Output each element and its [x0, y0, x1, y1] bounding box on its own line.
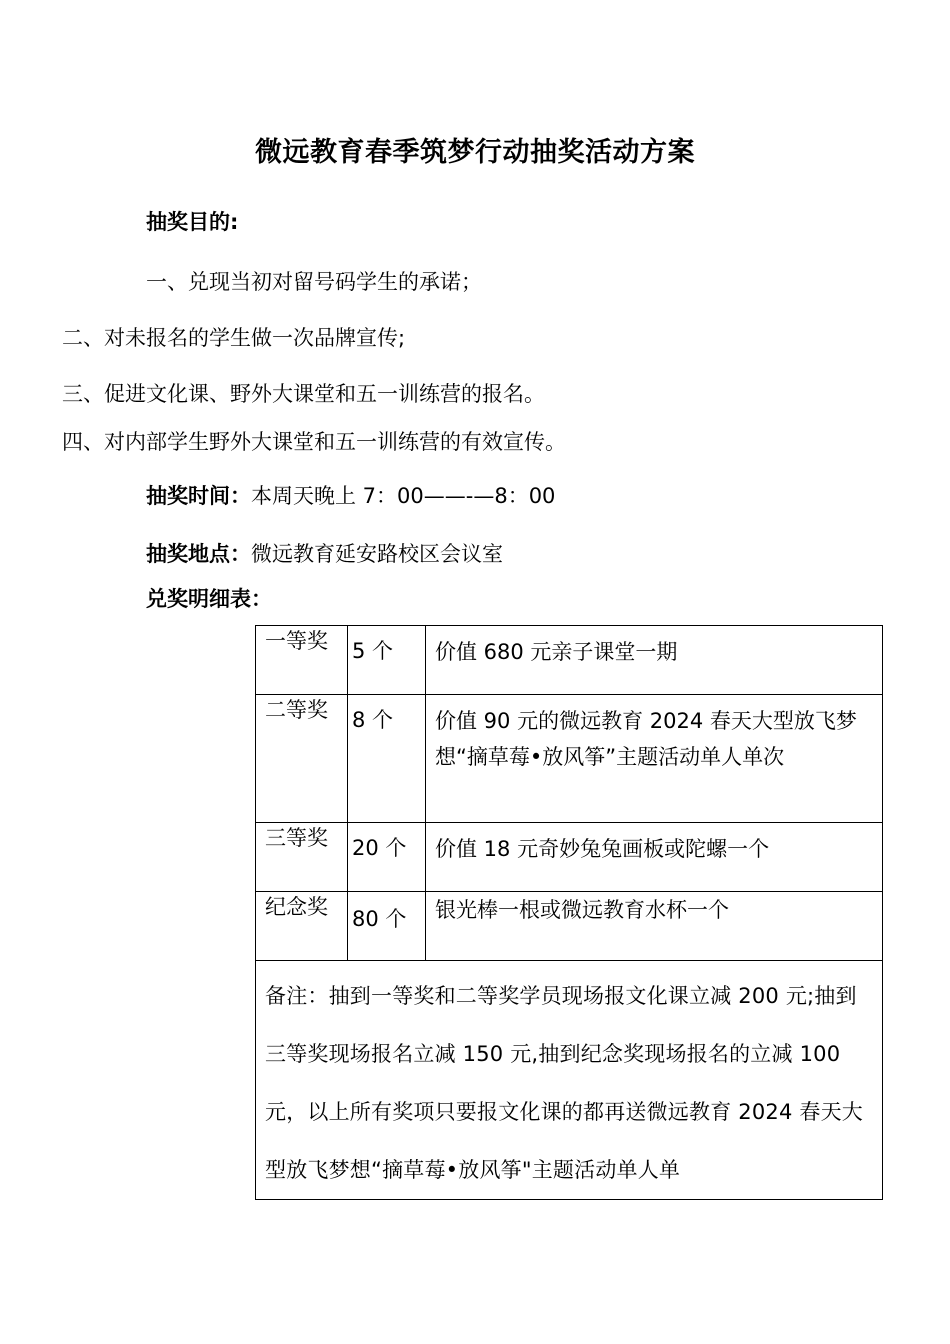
prize-desc: 银光棒一根或微远教育水杯一个 — [435, 898, 729, 922]
place-value: 微远教育延安路校区会议室 — [251, 542, 503, 566]
prize-count: 20 个 — [352, 836, 407, 860]
prize-table-heading: 兑奖明细表： — [146, 587, 272, 611]
prize-name: 一等奖 — [265, 629, 328, 653]
purpose-item-2: 二、对未报名的学生做一次品牌宣传; — [62, 326, 406, 350]
prize-name: 纪念奖 — [265, 895, 328, 919]
place-line — [146, 538, 503, 568]
time-line — [146, 480, 555, 510]
prize-name: 三等奖 — [265, 826, 328, 850]
prize-desc: 价值 680 元亲子课堂一期 — [435, 640, 678, 664]
prize-count: 5 个 — [352, 639, 394, 663]
place-label: 抽奖地点： — [146, 542, 251, 566]
prize-desc: 价值 90 元的微远教育 2024 春天大型放飞梦想“摘草莓•放风筝”主题活动单人单次 — [435, 709, 857, 769]
prize-count: 80 个 — [352, 907, 407, 931]
prize-table — [255, 625, 883, 1200]
table-row — [256, 823, 883, 892]
purpose-heading: 抽奖目的: — [146, 210, 239, 234]
purpose-item-4: 四、对内部学生野外大课堂和五一训练营的有效宣传。 — [62, 430, 566, 454]
purpose-item-3: 三、促进文化课、野外大课堂和五一训练营的报名。 — [62, 382, 545, 406]
table-row — [256, 961, 883, 1200]
table-row — [256, 695, 883, 823]
time-value: 本周天晚上 7：00——-—8：00 — [251, 484, 556, 508]
purpose-item-1: 一、兑现当初对留号码学生的承诺； — [146, 270, 482, 294]
table-row — [256, 892, 883, 961]
prize-desc: 价值 18 元奇妙兔兔画板或陀螺一个 — [435, 837, 770, 861]
table-row — [256, 626, 883, 695]
prize-name: 二等奖 — [265, 698, 328, 722]
time-label: 抽奖时间： — [146, 484, 251, 508]
document-title: 微远教育春季筑梦行动抽奖活动方案 — [255, 137, 695, 168]
prize-note: 备注：抽到一等奖和二等奖学员现场报文化课立减 200 元;抽到三等奖现场报名立减 150 元,抽到纪念奖现场报名的立减 100 元，以上所有奖项只要报文化课的都再送微远教育 2024 春天大型放飞梦想“摘草莓•放风筝"主题活动单人单 — [265, 984, 863, 1182]
prize-count: 8 个 — [352, 708, 394, 732]
